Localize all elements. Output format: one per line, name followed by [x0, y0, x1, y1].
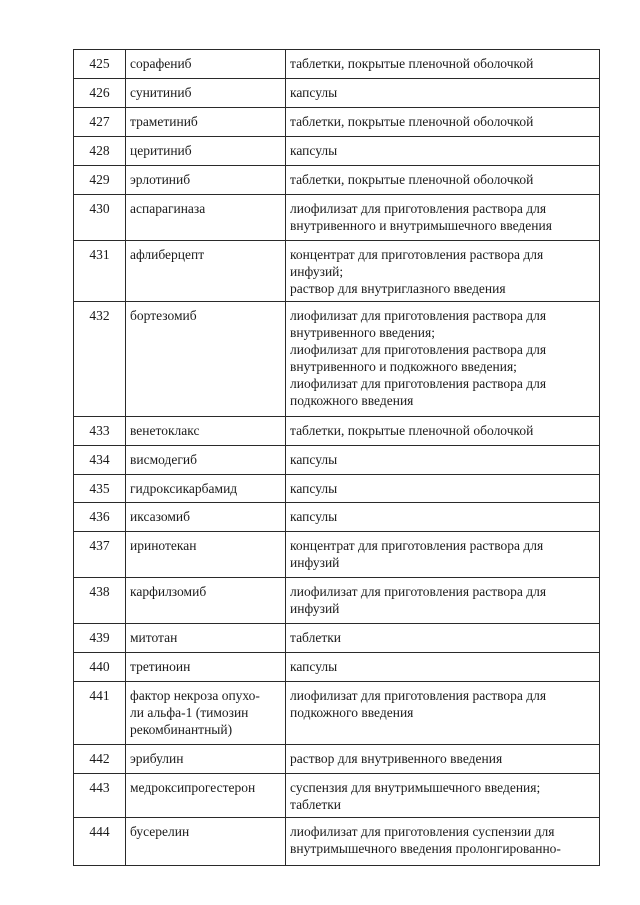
drug-name: афлиберцепт: [126, 241, 286, 302]
row-number: 441: [74, 682, 126, 745]
row-number: 425: [74, 50, 126, 79]
table-row: [74, 745, 600, 774]
row-number: 427: [74, 108, 126, 137]
drug-name: церитиниб: [126, 137, 286, 166]
table-row: [74, 241, 600, 302]
table-row: [74, 682, 600, 745]
row-number: 442: [74, 745, 126, 774]
row-number: 440: [74, 653, 126, 682]
table-row: [74, 417, 600, 446]
drug-name: третиноин: [126, 653, 286, 682]
row-number: 431: [74, 241, 126, 302]
dosage-form: капсулы: [286, 79, 600, 108]
drug-name: карфилзомиб: [126, 578, 286, 624]
row-number: 444: [74, 818, 126, 866]
table-row: [74, 50, 600, 79]
row-number: 443: [74, 774, 126, 818]
row-number: 429: [74, 166, 126, 195]
dosage-form: таблетки: [286, 624, 600, 653]
table-row: [74, 532, 600, 578]
drug-name: сунитиниб: [126, 79, 286, 108]
table-row: [74, 195, 600, 241]
dosage-form: таблетки, покрытые пленочной оболочкой: [286, 166, 600, 195]
row-number: 439: [74, 624, 126, 653]
row-number: 432: [74, 302, 126, 417]
row-number: 435: [74, 475, 126, 503]
row-number: 434: [74, 446, 126, 475]
dosage-form: капсулы: [286, 503, 600, 532]
drug-name: эрлотиниб: [126, 166, 286, 195]
drug-name: венетоклакс: [126, 417, 286, 446]
dosage-form: капсулы: [286, 446, 600, 475]
row-number: 438: [74, 578, 126, 624]
table-row: [74, 79, 600, 108]
dosage-form: таблетки, покрытые пленочной оболочкой: [286, 50, 600, 79]
drug-name: бусерелин: [126, 818, 286, 866]
dosage-form: раствор для внутривенного введения: [286, 745, 600, 774]
drug-name: медроксипрогестерон: [126, 774, 286, 818]
dosage-form: концентрат для приготовления раствора для инфузий; раствор для внутриглазного введения: [286, 241, 600, 302]
dosage-form: таблетки, покрытые пленочной оболочкой: [286, 417, 600, 446]
drug-table: [73, 49, 600, 866]
drug-name: траметиниб: [126, 108, 286, 137]
dosage-form: лиофилизат для приготовления раствора для внутривенного и внутримышечного введения: [286, 195, 600, 241]
table-row: [74, 578, 600, 624]
dosage-form: лиофилизат для приготовления раствора для подкожного введения: [286, 682, 600, 745]
table-row: [74, 166, 600, 195]
table-row: [74, 624, 600, 653]
dosage-form: капсулы: [286, 137, 600, 166]
row-number: 428: [74, 137, 126, 166]
dosage-form: таблетки, покрытые пленочной оболочкой: [286, 108, 600, 137]
table-row: [74, 774, 600, 818]
row-number: 436: [74, 503, 126, 532]
dosage-form: капсулы: [286, 653, 600, 682]
drug-name: гидроксикарбамид: [126, 475, 286, 503]
table-row: [74, 475, 600, 503]
table-row: [74, 503, 600, 532]
table-row: [74, 446, 600, 475]
drug-name: бортезомиб: [126, 302, 286, 417]
drug-name: иксазомиб: [126, 503, 286, 532]
dosage-form: капсулы: [286, 475, 600, 503]
dosage-form: лиофилизат для приготовления раствора для инфузий: [286, 578, 600, 624]
dosage-form: лиофилизат для приготовления раствора для внутривенного введения; лиофилизат для приготовления раствора для внутривенного и подкожного введения; лиофилизат для приготовления раствора для подкожного введения: [286, 302, 600, 417]
dosage-form: лиофилизат для приготовления суспензии для внутримышечного введения пролонгированно-: [286, 818, 600, 866]
table-row: [74, 302, 600, 417]
table-row: [74, 137, 600, 166]
drug-name: эрибулин: [126, 745, 286, 774]
table-row: [74, 108, 600, 137]
row-number: 437: [74, 532, 126, 578]
drug-name: митотан: [126, 624, 286, 653]
dosage-form: концентрат для приготовления раствора для инфузий: [286, 532, 600, 578]
drug-name: аспарагиназа: [126, 195, 286, 241]
drug-name: фактор некроза опухо- ли альфа-1 (тимозин рекомбинантный): [126, 682, 286, 745]
table-row: [74, 818, 600, 866]
drug-name: сорафениб: [126, 50, 286, 79]
row-number: 426: [74, 79, 126, 108]
row-number: 430: [74, 195, 126, 241]
drug-name: иринотекан: [126, 532, 286, 578]
row-number: 433: [74, 417, 126, 446]
table-row: [74, 653, 600, 682]
drug-name: висмодегиб: [126, 446, 286, 475]
dosage-form: суспензия для внутримышечного введения; таблетки: [286, 774, 600, 818]
